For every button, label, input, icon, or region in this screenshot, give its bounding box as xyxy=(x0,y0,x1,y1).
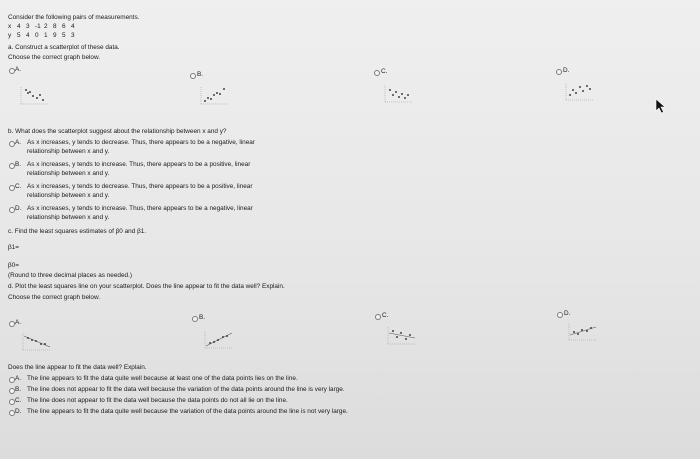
part-b-option-c-line1: As x increases, y tends to decrease. Thus, there appears to be a positive, linear xyxy=(27,183,253,190)
y-data-row xyxy=(8,32,80,40)
part-b-option-b-label: B. xyxy=(15,161,22,168)
y-value: 1 xyxy=(44,32,48,39)
part-d-prompt: d. Plot the least squares line on your scatterplot. Does the line appear to fit the data well? Explain. xyxy=(8,283,285,290)
x-label: x xyxy=(8,23,12,30)
graph-a-label: A. xyxy=(15,66,22,73)
line-plot-a-thumbnail[interactable] xyxy=(20,330,54,352)
x-value: 4 xyxy=(17,23,21,30)
x-value: 6 xyxy=(62,23,66,30)
line-graph-c-label: C. xyxy=(382,312,389,319)
line-plot-d-graphic xyxy=(566,320,600,342)
scatterplot-d-graphic xyxy=(563,80,597,102)
line-plot-b-thumbnail[interactable] xyxy=(202,328,236,350)
scatterplot-b-graphic xyxy=(198,84,232,106)
fit-option-d-text: The line appears to fit the data quite well because the variation of the data points around the line is not very large. xyxy=(27,408,348,415)
x-value: 8 xyxy=(53,23,57,30)
rounding-note: (Round to three decimal places as needed.) xyxy=(8,272,132,279)
part-b-option-c-label: C. xyxy=(15,183,22,190)
line-graph-b-radio[interactable] xyxy=(192,316,198,322)
part-b-option-d-line2: relationship between x and y. xyxy=(27,214,110,221)
part-a-choose: Choose the correct graph below. xyxy=(8,54,101,61)
mouse-cursor-icon xyxy=(655,98,667,114)
graph-d-radio[interactable] xyxy=(556,69,562,75)
scatterplot-b-thumbnail[interactable] xyxy=(198,84,232,106)
fit-option-b-text: The line does not appear to fit the data well because the variation of the data points around the line is very large. xyxy=(27,386,345,393)
x-data-row xyxy=(8,23,80,31)
part-b-option-d-line1: As x increases, y tends to increase. Thus, there appears to be a negative, linear xyxy=(27,205,253,212)
y-value: 5 xyxy=(17,32,21,39)
part-b-option-b-line1: As x increases, y tends to increase. Thus, there appears to be a positive, linear xyxy=(27,161,251,168)
y-value: 4 xyxy=(26,32,30,39)
part-b-option-a-label: A. xyxy=(15,139,22,146)
line-plot-c-thumbnail[interactable] xyxy=(385,324,419,346)
part-b-option-a-line2: relationship between x and y. xyxy=(27,148,110,155)
beta0-label: β0= xyxy=(8,262,19,269)
x-value: -1 xyxy=(35,23,41,30)
part-b-option-c-line2: relationship between x and y. xyxy=(27,192,110,199)
part-b-prompt: b. What does the scatterplot suggest about the relationship between x and y? xyxy=(8,128,227,135)
scatterplot-a-thumbnail[interactable] xyxy=(18,84,52,106)
question-intro: Consider the following pairs of measurements. xyxy=(8,14,140,21)
y-value: 0 xyxy=(35,32,39,39)
y-label: y xyxy=(8,32,12,39)
scatterplot-a-graphic xyxy=(18,84,52,106)
fit-option-b-label: B. xyxy=(15,386,22,393)
scatterplot-c-graphic xyxy=(382,82,416,104)
line-graph-b-label: B. xyxy=(199,314,206,321)
beta1-label: β1= xyxy=(8,244,19,251)
fit-option-a-label: A. xyxy=(15,375,22,382)
y-value: 5 xyxy=(62,32,66,39)
line-plot-b-graphic xyxy=(202,328,236,350)
line-graph-d-label: D. xyxy=(564,310,571,317)
line-plot-d-thumbnail[interactable] xyxy=(566,320,600,342)
line-plot-c-graphic xyxy=(385,324,419,346)
graph-b-label: B. xyxy=(197,71,204,78)
x-value: 3 xyxy=(26,23,30,30)
part-a-prompt: a. Construct a scatterplot of these data. xyxy=(8,44,120,51)
x-value: 2 xyxy=(44,23,48,30)
part-b-option-b-line2: relationship between x and y. xyxy=(27,170,110,177)
graph-d-label: D. xyxy=(563,67,570,74)
scatterplot-d-thumbnail[interactable] xyxy=(563,80,597,102)
graph-c-radio[interactable] xyxy=(374,70,380,76)
graph-c-label: C. xyxy=(381,68,388,75)
y-value: 3 xyxy=(71,32,75,39)
fit-question: Does the line appear to fit the data well? Explain. xyxy=(8,364,147,371)
line-graph-c-radio[interactable] xyxy=(375,314,381,320)
x-value: 4 xyxy=(71,23,75,30)
part-b-option-a-line1: As x increases, y tends to decrease. Thus, there appears to be a negative, linear xyxy=(27,139,255,146)
fit-option-c-text: The line does not appear to fit the data well because the data points do not all lie on the line. xyxy=(27,397,288,404)
fit-option-c-label: C. xyxy=(15,397,22,404)
y-value: 9 xyxy=(53,32,57,39)
line-plot-a-graphic xyxy=(20,330,54,352)
line-graph-d-radio[interactable] xyxy=(557,312,563,318)
line-graph-a-label: A. xyxy=(15,319,22,326)
part-c-prompt: c. Find the least squares estimates of β0 and β1. xyxy=(8,228,147,235)
part-b-option-d-label: D. xyxy=(15,205,22,212)
scatterplot-c-thumbnail[interactable] xyxy=(382,82,416,104)
part-d-choose: Choose the correct graph below. xyxy=(8,294,101,301)
graph-b-radio[interactable] xyxy=(190,73,196,79)
fit-option-d-label: D. xyxy=(15,408,22,415)
fit-option-a-text: The line appears to fit the data quite well because at least one of the data points lies on the line. xyxy=(27,375,298,382)
